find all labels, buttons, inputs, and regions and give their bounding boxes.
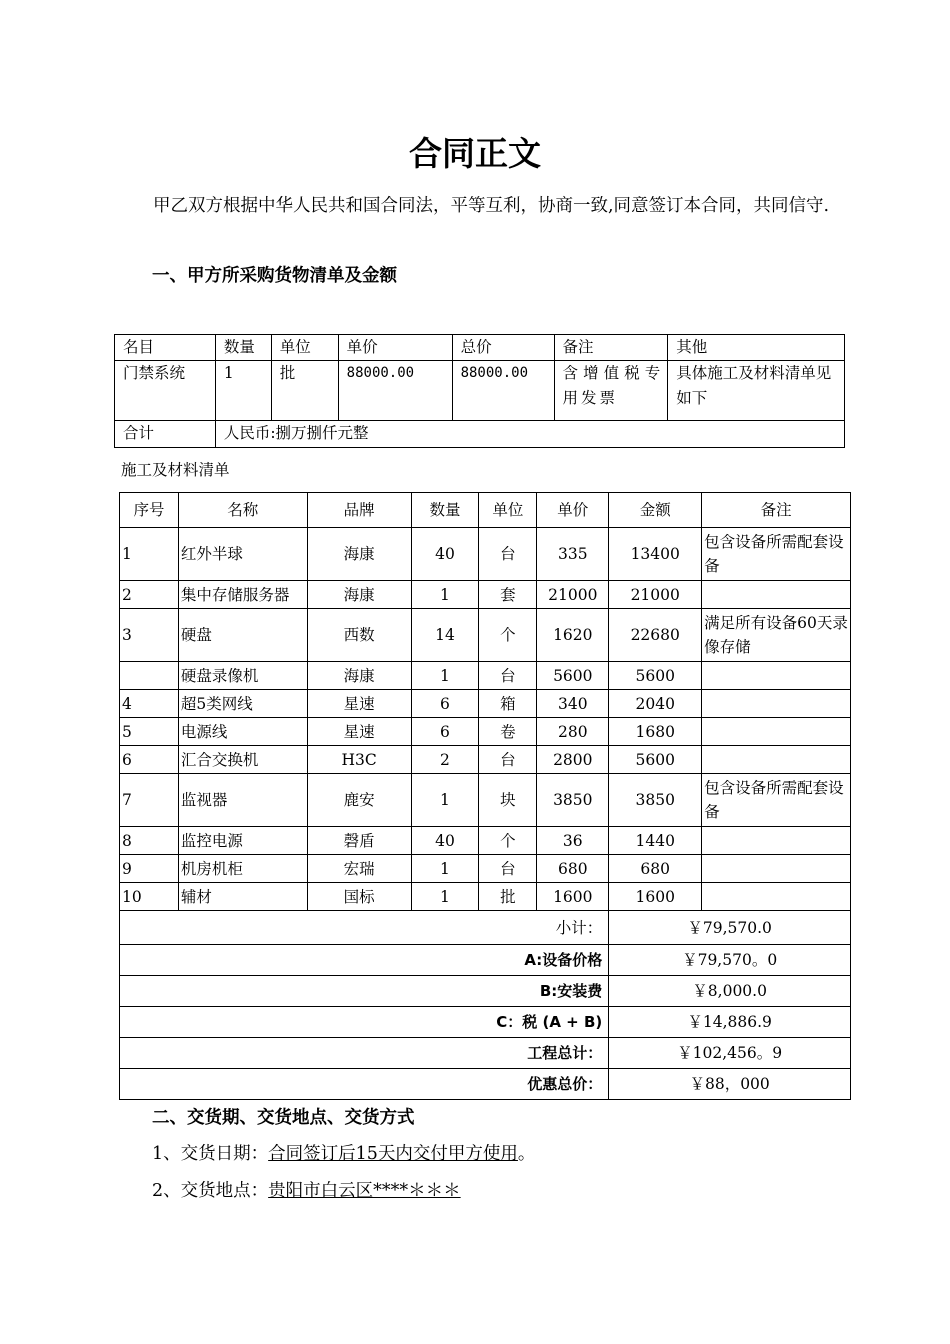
materials-header: 序号 [120, 493, 179, 528]
goods-header: 数量 [215, 335, 271, 361]
materials-header: 名称 [178, 493, 307, 528]
table-row [120, 827, 851, 855]
table-row [120, 718, 851, 746]
goods-header: 单价 [338, 335, 452, 361]
item-brand: 星速 [307, 718, 411, 746]
delivery-place-label: 2、交货地点： [152, 1181, 269, 1201]
item-note: 包含设备所需配套设备 [702, 528, 851, 581]
summary-label: C：税 (A + B) [120, 1007, 609, 1038]
item-unit: 批 [479, 883, 537, 911]
item-note [702, 690, 851, 718]
summary-label: 优惠总价： [120, 1069, 609, 1100]
item-amount: 5600 [609, 662, 702, 690]
summary-label: 工程总计： [120, 1038, 609, 1069]
summary-row-equipment [120, 945, 851, 976]
item-amount: 1440 [609, 827, 702, 855]
item-note [702, 718, 851, 746]
item-brand: 海康 [307, 662, 411, 690]
item-brand: 国标 [307, 883, 411, 911]
item-unit: 台 [479, 855, 537, 883]
materials-header: 单位 [479, 493, 537, 528]
item-name: 电源线 [178, 718, 307, 746]
item-qty: 14 [411, 609, 479, 662]
item-brand: 海康 [307, 528, 411, 581]
item-amount: 3850 [609, 774, 702, 827]
goods-header: 名目 [115, 335, 216, 361]
item-unit: 台 [479, 528, 537, 581]
item-note [702, 883, 851, 911]
summary-row-install [120, 976, 851, 1007]
item-brand: 西数 [307, 609, 411, 662]
delivery-place-value: 贵阳市白云区****＊＊＊ [268, 1181, 461, 1201]
item-qty: 1 [411, 581, 479, 609]
materials-header: 备注 [702, 493, 851, 528]
item-note [702, 581, 851, 609]
table-row [120, 883, 851, 911]
item-price: 1600 [537, 883, 609, 911]
item-name: 辅材 [178, 883, 307, 911]
goods-table [114, 334, 845, 448]
item-brand: 星速 [307, 690, 411, 718]
goods-header: 备注 [554, 335, 668, 361]
summary-label: 小计： [120, 911, 609, 945]
item-brand: H3C [307, 746, 411, 774]
summary-value: ￥79,570.0 [609, 911, 851, 945]
item-unit: 个 [479, 827, 537, 855]
goods-header-row [115, 335, 845, 361]
item-amount: 2040 [609, 690, 702, 718]
delivery-date-value: 合同签订后15天内交付甲方使用 [268, 1144, 518, 1164]
item-qty: 1 [411, 774, 479, 827]
item-qty: 40 [411, 827, 479, 855]
table-row [120, 855, 851, 883]
row-index: 5 [120, 718, 179, 746]
item-price: 2800 [537, 746, 609, 774]
goods-cell: 批 [271, 361, 338, 421]
summary-row-tax [120, 1007, 851, 1038]
summary-label: A:设备价格 [120, 945, 609, 976]
materials-header-row [120, 493, 851, 528]
summary-row-discount [120, 1069, 851, 1100]
table-row [120, 746, 851, 774]
summary-row-subtotal [120, 911, 851, 945]
table-row [120, 528, 851, 581]
item-brand: 磬盾 [307, 827, 411, 855]
item-amount: 13400 [609, 528, 702, 581]
item-price: 21000 [537, 581, 609, 609]
item-amount: 1600 [609, 883, 702, 911]
materials-header: 品牌 [307, 493, 411, 528]
item-note [702, 827, 851, 855]
item-unit: 卷 [479, 718, 537, 746]
item-price: 680 [537, 855, 609, 883]
goods-cell: 具体施工及材料清单见如下 [668, 361, 845, 421]
delivery-date-line [152, 1140, 535, 1165]
summary-value: ￥102,456。9 [609, 1038, 851, 1069]
item-price: 5600 [537, 662, 609, 690]
materials-header: 单价 [537, 493, 609, 528]
item-name: 汇合交换机 [178, 746, 307, 774]
materials-table [119, 492, 851, 1100]
table-row [120, 609, 851, 662]
row-index: 10 [120, 883, 179, 911]
delivery-date-suffix: 。 [517, 1144, 536, 1164]
item-price: 1620 [537, 609, 609, 662]
item-unit: 台 [479, 662, 537, 690]
section-2-heading: 二、交货期、交货地点、交货方式 [152, 1108, 415, 1128]
row-index: 9 [120, 855, 179, 883]
item-qty: 1 [411, 855, 479, 883]
table-row [120, 581, 851, 609]
summary-row-total [120, 1038, 851, 1069]
row-index: 8 [120, 827, 179, 855]
summary-value: ￥88，000 [609, 1069, 851, 1100]
materials-header: 数量 [411, 493, 479, 528]
item-name: 集中存储服务器 [178, 581, 307, 609]
row-index: 6 [120, 746, 179, 774]
item-brand: 海康 [307, 581, 411, 609]
item-name: 超5类网线 [178, 690, 307, 718]
page-title: 合同正文 [409, 134, 541, 173]
item-price: 280 [537, 718, 609, 746]
row-index [120, 662, 179, 690]
goods-cell: 1 [215, 361, 271, 421]
item-unit: 箱 [479, 690, 537, 718]
intro-paragraph: 甲乙双方根据中华人民共和国合同法，平等互利，协商一致,同意签订本合同，共同信守. [153, 196, 830, 216]
goods-header: 单位 [271, 335, 338, 361]
row-index: 4 [120, 690, 179, 718]
goods-cell: 88000.00 [452, 361, 554, 421]
item-note [702, 746, 851, 774]
item-unit: 台 [479, 746, 537, 774]
goods-total-label: 合计 [115, 421, 216, 448]
row-index: 2 [120, 581, 179, 609]
section-1-heading: 一、甲方所采购货物清单及金额 [152, 266, 397, 286]
row-index: 7 [120, 774, 179, 827]
item-amount: 5600 [609, 746, 702, 774]
item-note [702, 855, 851, 883]
item-price: 3850 [537, 774, 609, 827]
item-qty: 40 [411, 528, 479, 581]
goods-header: 总价 [452, 335, 554, 361]
summary-value: ￥8,000.0 [609, 976, 851, 1007]
item-name: 机房机柜 [178, 855, 307, 883]
item-unit: 块 [479, 774, 537, 827]
item-name: 监控电源 [178, 827, 307, 855]
delivery-place-line [152, 1177, 461, 1202]
item-brand: 宏瑞 [307, 855, 411, 883]
item-brand: 鹿安 [307, 774, 411, 827]
goods-cell: 门禁系统 [115, 361, 216, 421]
item-note: 满足所有设备60天录像存储 [702, 609, 851, 662]
goods-cell: 含增值税专用发票 [554, 361, 668, 421]
item-note: 包含设备所需配套设备 [702, 774, 851, 827]
item-qty: 1 [411, 662, 479, 690]
materials-header: 金额 [609, 493, 702, 528]
delivery-date-label: 1、交货日期： [152, 1144, 269, 1164]
table-row [120, 690, 851, 718]
item-unit: 套 [479, 581, 537, 609]
item-price: 36 [537, 827, 609, 855]
table-row [120, 774, 851, 827]
summary-label: B:安装费 [120, 976, 609, 1007]
row-index: 3 [120, 609, 179, 662]
item-unit: 个 [479, 609, 537, 662]
item-amount: 680 [609, 855, 702, 883]
table-row [120, 662, 851, 690]
item-amount: 1680 [609, 718, 702, 746]
summary-value: ￥79,570。0 [609, 945, 851, 976]
item-price: 335 [537, 528, 609, 581]
item-name: 硬盘 [178, 609, 307, 662]
row-index: 1 [120, 528, 179, 581]
item-qty: 6 [411, 718, 479, 746]
item-qty: 6 [411, 690, 479, 718]
goods-total-value: 人民币:捌万捌仟元整 [215, 421, 844, 448]
item-amount: 22680 [609, 609, 702, 662]
item-qty: 1 [411, 883, 479, 911]
item-price: 340 [537, 690, 609, 718]
item-name: 硬盘录像机 [178, 662, 307, 690]
goods-row [115, 361, 845, 421]
item-name: 红外半球 [178, 528, 307, 581]
item-name: 监视器 [178, 774, 307, 827]
goods-cell: 88000.00 [338, 361, 452, 421]
goods-header: 其他 [668, 335, 845, 361]
item-amount: 21000 [609, 581, 702, 609]
item-qty: 2 [411, 746, 479, 774]
summary-value: ￥14,886.9 [609, 1007, 851, 1038]
materials-caption: 施工及材料清单 [121, 461, 230, 479]
item-note [702, 662, 851, 690]
goods-total-row [115, 421, 845, 448]
